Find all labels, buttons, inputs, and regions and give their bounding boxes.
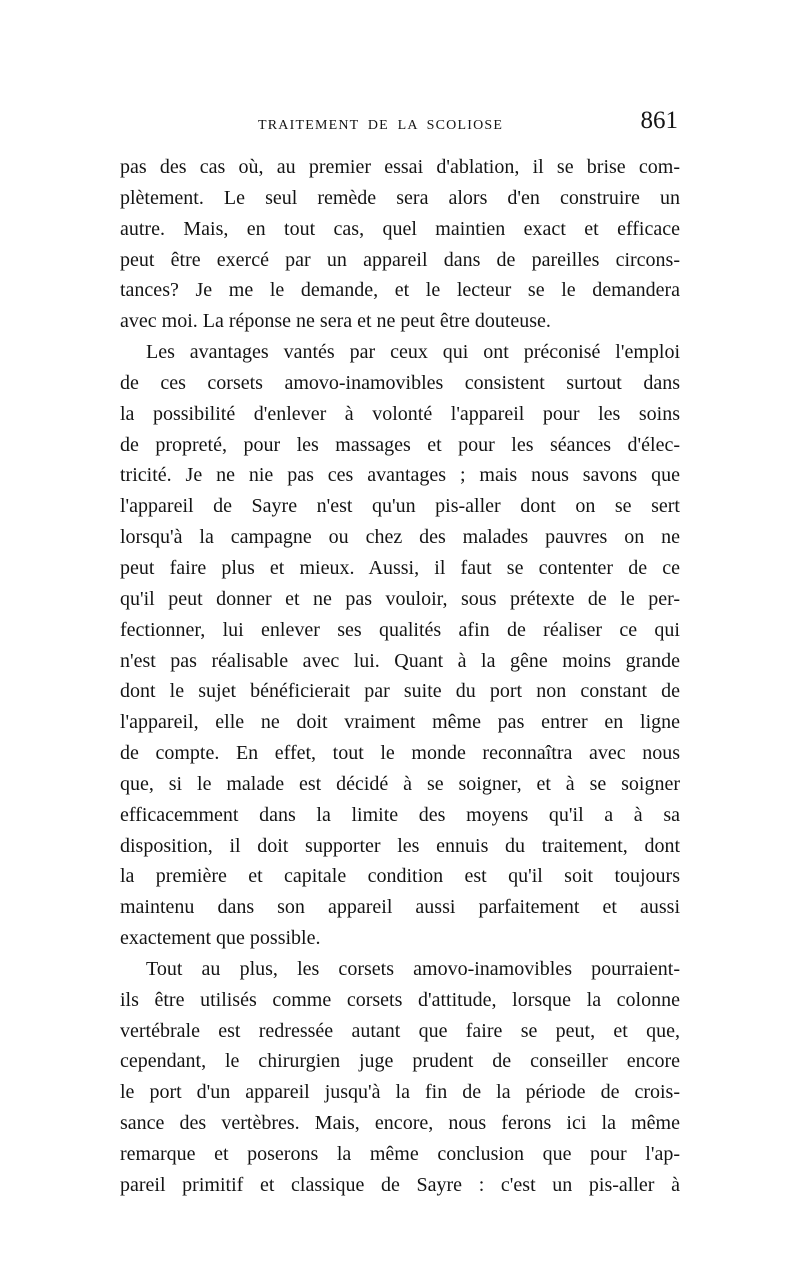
text-line: de ces corsets amovo-inamovibles consistent surtout dans	[120, 371, 680, 394]
text-line: peut faire plus et mieux. Aussi, il faut se contenter de ce	[120, 556, 680, 579]
text-line: qu'il peut donner et ne pas vouloir, sous prétexte de le per-	[120, 587, 680, 610]
text-line: remarque et poserons la même conclusion que pour l'ap-	[120, 1143, 680, 1165]
text-line: Tout au plus, les corsets amovo-inamovibles pourraient-	[146, 957, 680, 980]
text-line: la possibilité d'enlever à volonté l'appareil pour les soins	[120, 402, 680, 425]
text-line: de propreté, pour les massages et pour les séances d'élec-	[120, 433, 680, 456]
text-line: peut être exercé par un appareil dans de pareilles circons-	[120, 248, 680, 271]
text-line: disposition, il doit supporter les ennuis du traitement, dont	[120, 834, 680, 857]
text-line: autre. Mais, en tout cas, quel maintien exact et efficace	[120, 217, 680, 240]
running-title: TRAITEMENT DE LA SCOLIOSE	[258, 118, 504, 133]
text-line: Les avantages vantés par ceux qui ont préconisé l'emploi	[146, 341, 680, 364]
text-line: n'est pas réalisable avec lui. Quant à la gêne moins grande	[120, 649, 680, 672]
text-line: maintenu dans son appareil aussi parfaitement et aussi	[120, 896, 680, 919]
text-line: que, si le malade est décidé à se soigner, et à se soigner	[120, 772, 680, 795]
running-head	[120, 100, 680, 152]
book-page	[120, 100, 680, 1201]
text-line: la première et capitale condition est qu'il soit toujours	[120, 865, 680, 888]
text-line: exactement que possible.	[120, 927, 321, 950]
text-line: tances? Je me le demande, et le lecteur se le demandera	[120, 279, 680, 302]
page-number: 861	[640, 107, 678, 134]
text-line: tricité. Je ne nie pas ces avantages ; mais nous savons que	[120, 464, 680, 487]
text-line: dont le sujet bénéficierait par suite du port non constant de	[120, 680, 680, 703]
text-line: sance des vertèbres. Mais, encore, nous ferons ici la même	[120, 1112, 680, 1135]
text-line: pas des cas où, au premier essai d'ablation, il se brise com-	[120, 156, 680, 178]
text-line: efficacemment dans la limite des moyens qu'il a à sa	[120, 803, 680, 826]
text-line: pareil primitif et classique de Sayre : c'est un pis-aller à	[120, 1173, 680, 1196]
text-line: le port d'un appareil jusqu'à la fin de la période de crois-	[120, 1081, 680, 1104]
text-line: l'appareil de Sayre n'est qu'un pis-aller dont on se sert	[120, 495, 680, 518]
text-line: avec moi. La réponse ne sera et ne peut être douteuse.	[120, 310, 551, 333]
text-line: l'appareil, elle ne doit vraiment même pas entrer en ligne	[120, 711, 680, 734]
text-line: vertébrale est redressée autant que faire se peut, et que,	[120, 1019, 680, 1042]
text-line: ils être utilisés comme corsets d'attitude, lorsque la colonne	[120, 988, 680, 1011]
text-line: fectionner, lui enlever ses qualités afin de réaliser ce qui	[120, 618, 680, 641]
text-line: lorsqu'à la campagne ou chez des malades pauvres on ne	[120, 526, 680, 549]
body-text	[120, 152, 680, 1201]
text-line: plètement. Le seul remède sera alors d'en construire un	[120, 186, 680, 209]
text-line: cependant, le chirurgien juge prudent de conseiller encore	[120, 1050, 680, 1073]
text-line: de compte. En effet, tout le monde reconnaîtra avec nous	[120, 742, 680, 765]
